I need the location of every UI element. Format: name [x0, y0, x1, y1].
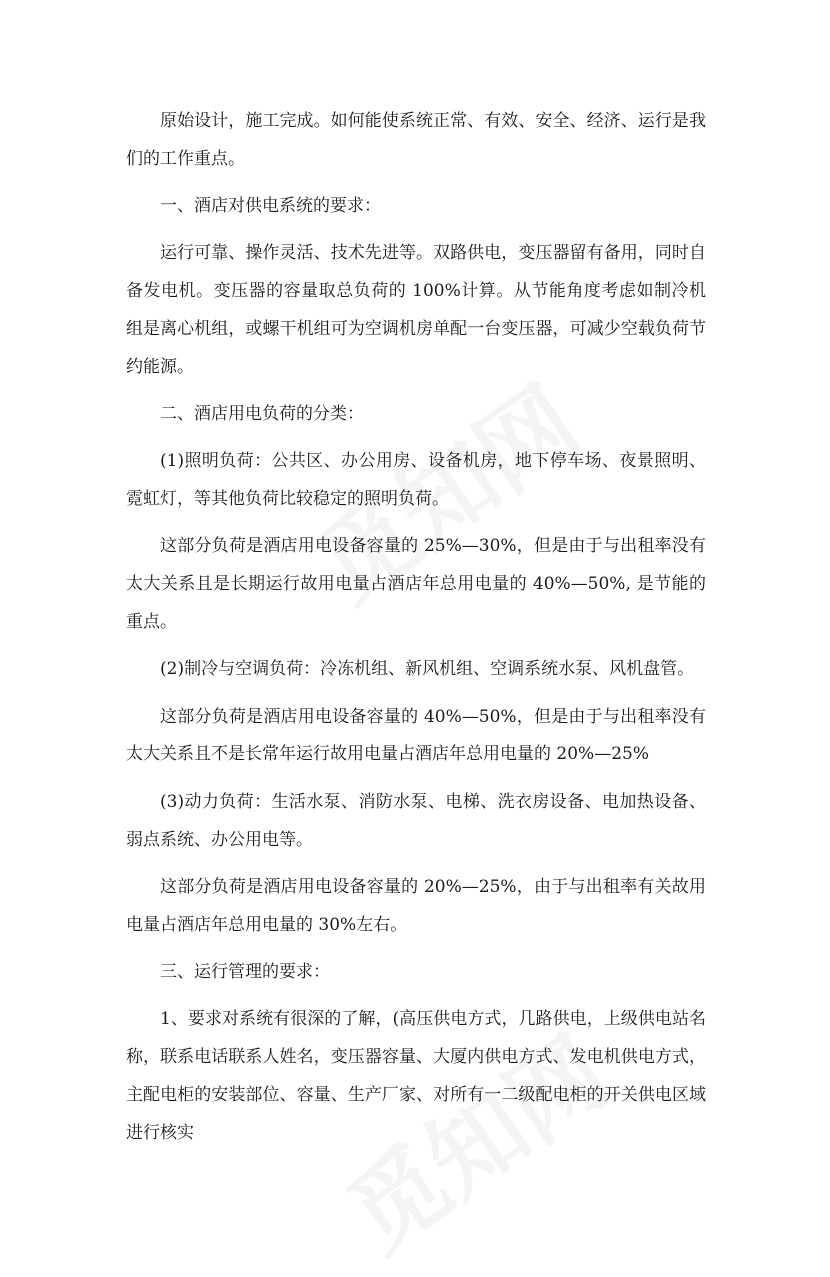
heading-section-1: 一、酒店对供电系统的要求： — [160, 196, 381, 217]
paragraph-requirements: 运行可靠、操作灵活、技术先进等。双路供电，变压器留有备用，同时自备发电机。变压器的容量取总负荷的 100%计算。从节能角度考虑如制冷机组是离心机组，或螺干机组可为空调机房单配一台变压器，可减少空载负荷节约能源。 — [126, 243, 706, 377]
heading-section-2: 二、酒店用电负荷的分类： — [160, 404, 364, 425]
heading-section-3: 三、运行管理的要求： — [160, 961, 330, 982]
paragraph-power-load: (3)动力负荷：生活水泵、消防水泵、电梯、洗衣房设备、电加热设备、弱点系统、办公用电等。 — [126, 791, 706, 850]
paragraph-power-share: 这部分负荷是酒店用电设备容量的 20%—25%，由于与出租率有关故用电量占酒店年总用电量的 30%左右。 — [126, 876, 706, 935]
document-body — [126, 103, 706, 1162]
paragraph-intro: 原始设计，施工完成。如何能使系统正常、有效、安全、经济、运行是我们的工作重点。 — [126, 111, 706, 169]
paragraph-management-1: 1、要求对系统有很深的了解，(高压供电方式，几路供电，上级供电站名称，联系电话联系人姓名，变压器容量、大厦内供电方式、发电机供电方式，主配电柜的安装部位、容量、生产厂家、对所有一二级配电柜的开关供电区域进行核实 — [126, 1009, 706, 1143]
paragraph-lighting-share: 这部分负荷是酒店用电设备容量的 25%—30%，但是由于与出租率没有太大关系且是长期运行故用电量占酒店年总用电量的 40%—50%, 是节能的重点。 — [126, 536, 706, 633]
paragraph-cooling-load: (2)制冷与空调负荷：冷冻机组、新风机组、空调系统水泵、风机盘管。 — [160, 659, 695, 680]
paragraph-cooling-share: 这部分负荷是酒店用电设备容量的 40%—50%，但是由于与出租率没有太大关系且不是长常年运行故用电量占酒店年总用电量的 20%—25% — [126, 706, 706, 765]
paragraph-lighting-load: (1)照明负荷：公共区、办公用房、设备机房，地下停车场、夜景照明、霓虹灯，等其他负荷比较稳定的照明负荷。 — [126, 451, 706, 510]
